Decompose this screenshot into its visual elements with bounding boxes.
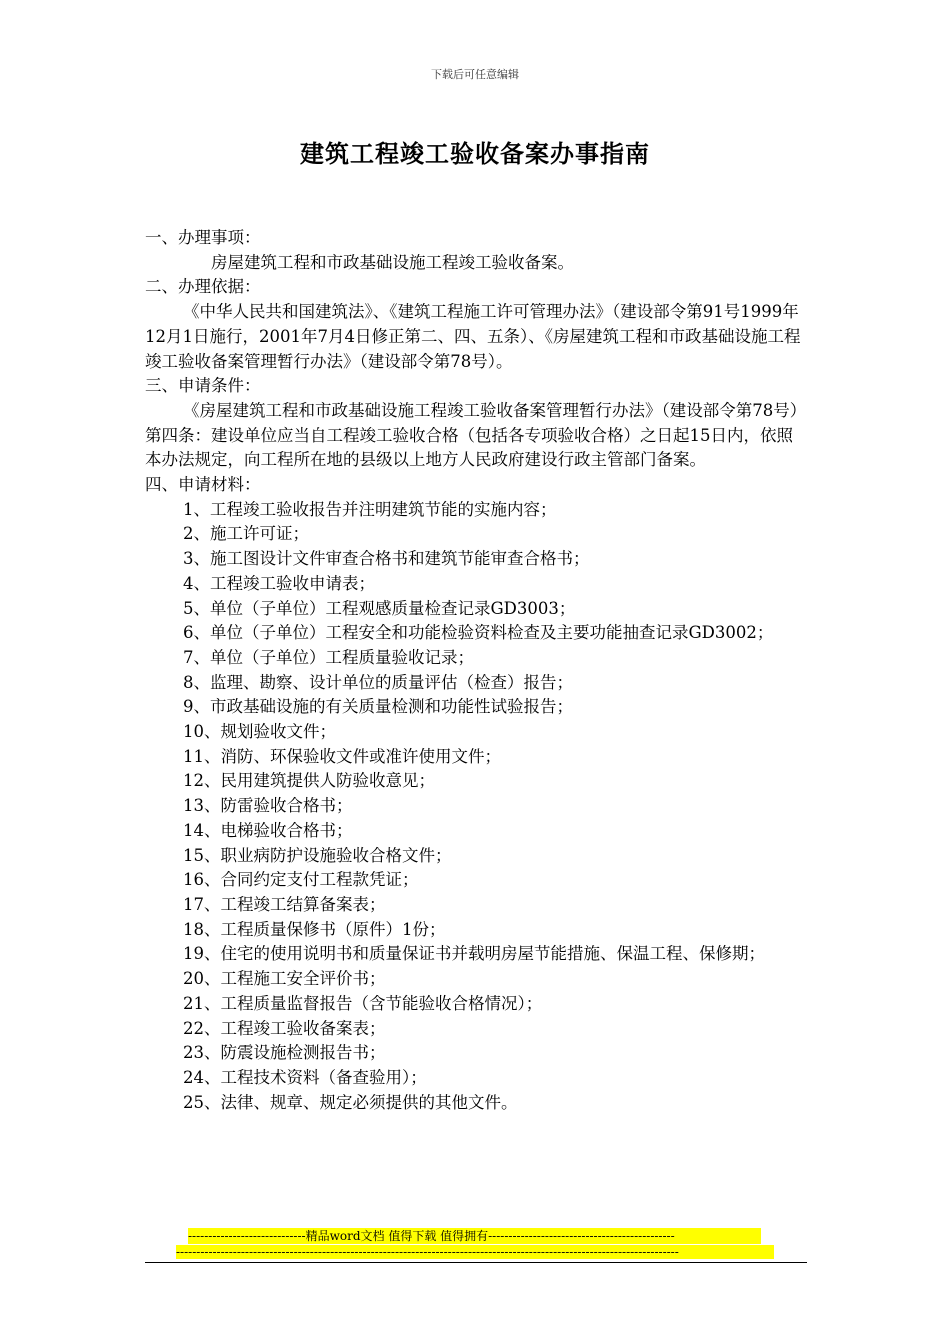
list-item: 13、防雷验收合格书； (183, 796, 353, 816)
list-item: 22、工程竣工验收备案表； (183, 1018, 386, 1038)
list-item: 3、施工图设计文件审查合格书和建筑节能审查合格书； (183, 549, 590, 569)
list-item: 4、工程竣工验收申请表； (183, 573, 375, 593)
list-item: 19、住宅的使用说明书和质量保证书并载明房屋节能措施、保温工程、保修期； (183, 944, 765, 964)
section-body-conditions: 《房屋建筑工程和市政基础设施工程竣工验收备案管理暂行办法》（建设部令第78号）第四条：建设单位应当自工程竣工验收合格（包括各专项验收合格）之日起15日内，依照本办法规定，向工程所在地的县级以上地方人民政府建设行政主管部门备案。 (145, 400, 807, 470)
list-item: 21、工程质量监督报告（含节能验收合格情况）； (183, 993, 543, 1013)
section-body-basis: 《中华人民共和国建筑法》、《建筑工程施工许可管理办法》（建设部令第91号1999年12月1日施行，2001年7月4日修正第二、四、五条）、《房屋建筑工程和市政基础设施工程竣工验收备案管理暂行办法》（建设部令第78号）。 (145, 302, 801, 371)
section-heading-conditions: 三、申请条件： (145, 376, 261, 396)
footer-dashes: ---------------------------------------------------------------------------------------------------------------------------- (176, 1245, 774, 1259)
list-item: 20、工程施工安全评价书； (183, 969, 386, 989)
list-item: 1、工程竣工验收报告并注明建筑节能的实施内容； (183, 499, 557, 519)
list-item: 11、消防、环保验收文件或准许使用文件； (183, 746, 501, 766)
section-body-matters: 房屋建筑工程和市政基础设施工程竣工验收备案。 (211, 252, 574, 272)
list-item: 14、电梯验收合格书； (183, 820, 353, 840)
list-item: 2、施工许可证； (183, 524, 309, 544)
list-item: 18、工程质量保修书（原件）1份； (183, 919, 446, 939)
list-item: 6、单位（子单位）工程安全和功能检验资料检查及主要功能抽查记录GD3002； (183, 623, 774, 643)
footer-banner: -----------------------------精品word文档 值得下载 值得拥有---------------------------------------------- (188, 1228, 761, 1244)
document-title: 建筑工程竣工验收备案办事指南 (300, 140, 650, 168)
footer-divider (145, 1262, 807, 1263)
section-heading-materials: 四、申请材料： (145, 475, 261, 495)
list-item: 16、合同约定支付工程款凭证； (183, 870, 419, 890)
list-item: 17、工程竣工结算备案表； (183, 894, 386, 914)
list-item: 8、监理、勘察、设计单位的质量评估（检查）报告； (183, 672, 573, 692)
list-item: 12、民用建筑提供人防验收意见； (183, 771, 435, 791)
list-item: 10、规划验收文件； (183, 722, 336, 742)
list-item: 9、市政基础设施的有关质量检测和功能性试验报告； (183, 697, 573, 717)
section-heading-matters: 一、办理事项： (145, 228, 261, 247)
materials-list (145, 498, 807, 1116)
document-body (145, 226, 807, 1115)
list-item: 7、单位（子单位）工程质量验收记录； (183, 647, 474, 667)
list-item: 15、职业病防护设施验收合格文件； (183, 845, 452, 865)
list-item: 25、法律、规章、规定必须提供的其他文件。 (183, 1092, 518, 1112)
list-item: 23、防震设施检测报告书； (183, 1043, 386, 1063)
list-item: 24、工程技术资料（备查验用）； (183, 1067, 427, 1087)
section-heading-basis: 二、办理依据： (145, 277, 261, 297)
list-item: 5、单位（子单位）工程观感质量检查记录GD3003； (183, 598, 576, 618)
header-note: 下载后可任意编辑 (431, 68, 519, 81)
